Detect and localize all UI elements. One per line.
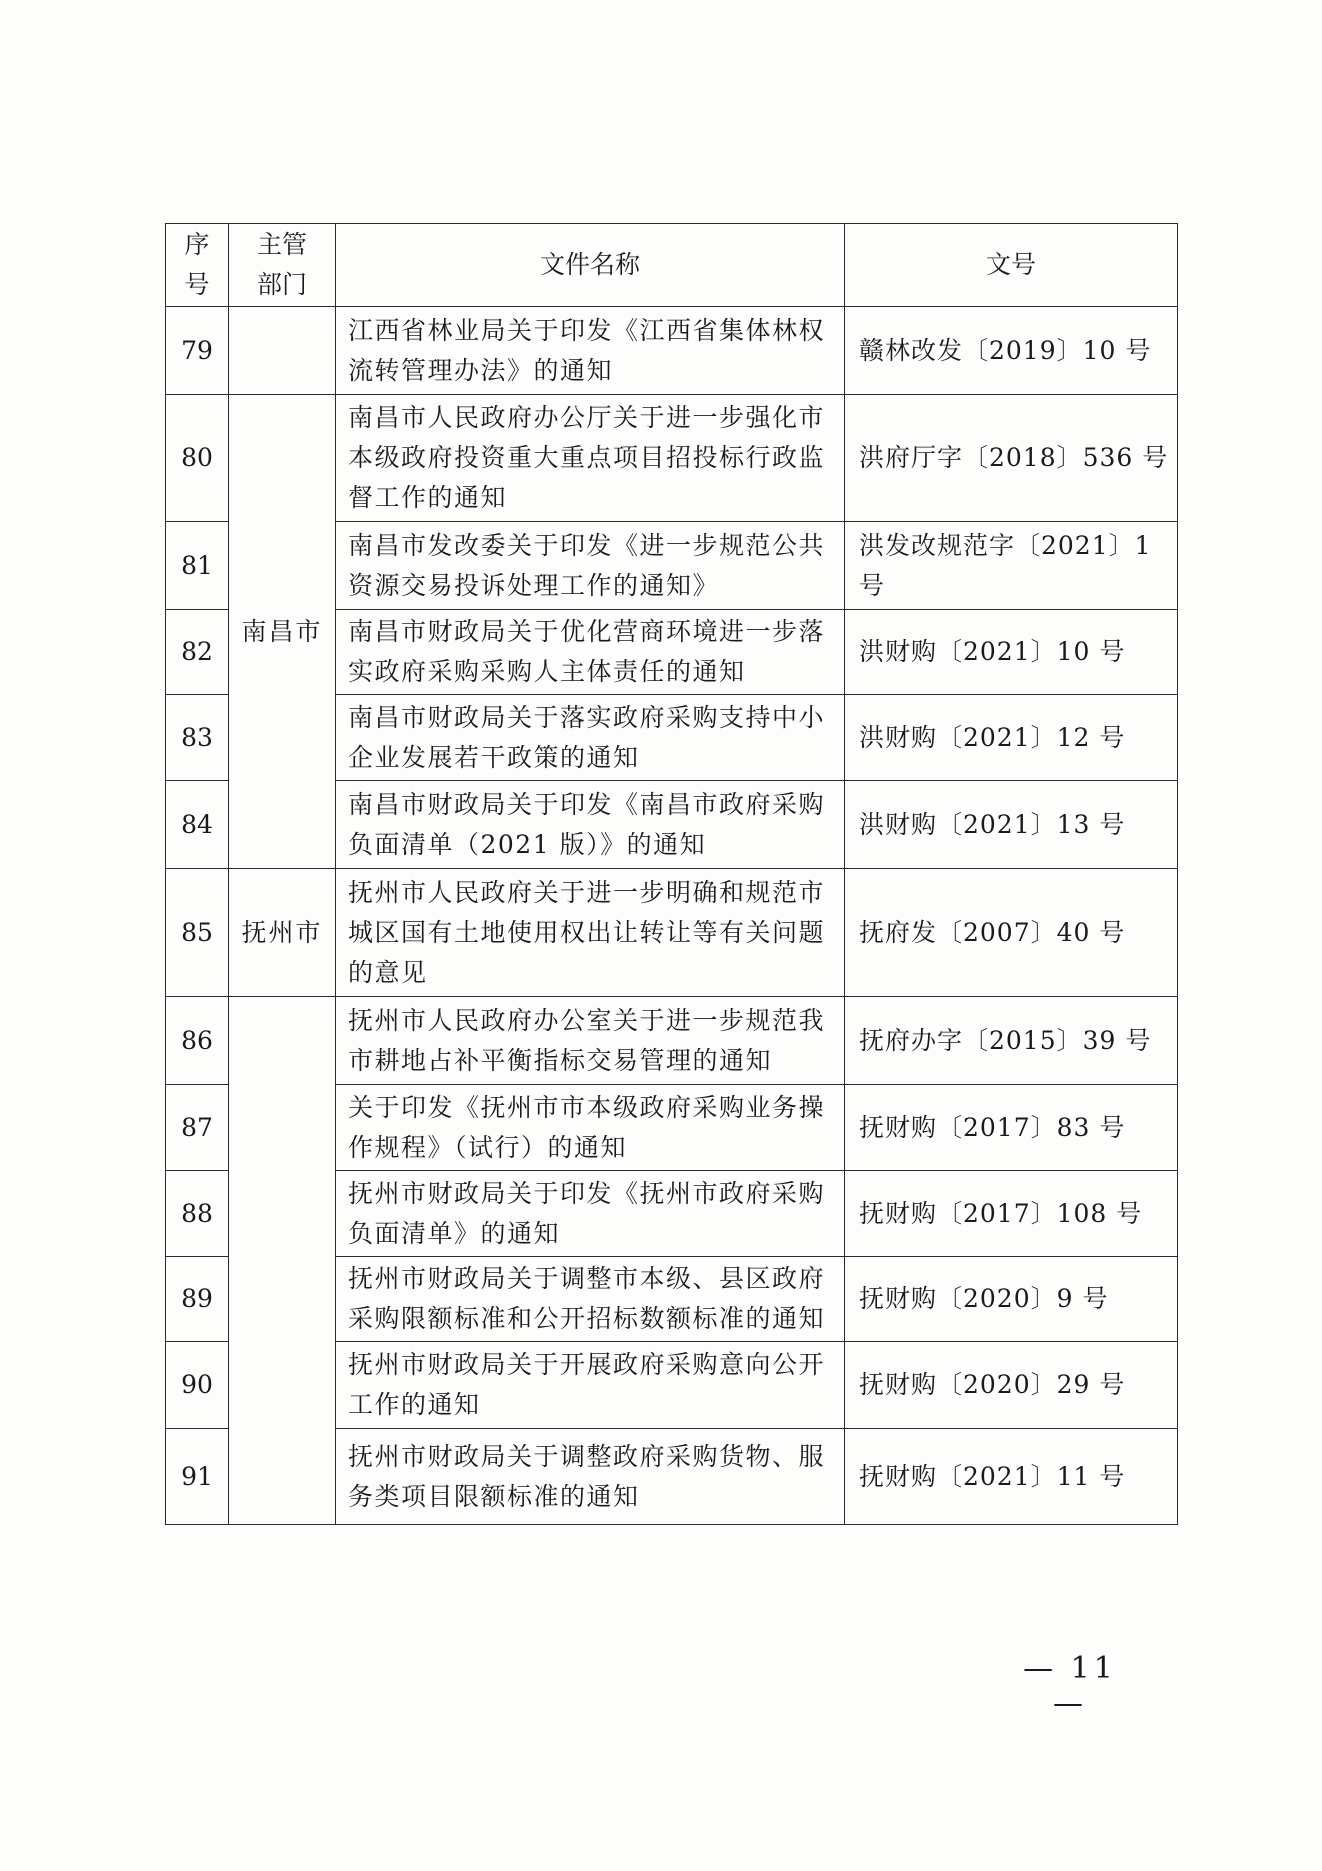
header-dept-line-1: 主管 (256, 230, 307, 259)
document-list-table (165, 223, 1178, 1525)
row-doc-number: 抚财购〔2017〕108 号 (845, 1171, 1178, 1257)
row-file-name: 江西省林业局关于印发《江西省集体林权流转管理办法》的通知 (336, 307, 845, 395)
row-doc-number: 洪财购〔2021〕13 号 (845, 781, 1178, 869)
row-doc-number: 抚府办字〔2015〕39 号 (845, 997, 1178, 1085)
row-doc-number: 抚财购〔2020〕9 号 (845, 1257, 1178, 1342)
dept-cell-fuzhou: 抚州市 (229, 869, 336, 997)
row-file-name: 南昌市发改委关于印发《进一步规范公共资源交易投诉处理工作的通知》 (336, 522, 845, 610)
row-seq: 89 (166, 1257, 229, 1342)
row-doc-number: 赣林改发〔2019〕10 号 (845, 307, 1178, 395)
header-seq-line-1: 序 (184, 230, 210, 259)
row-file-name: 抚州市人民政府关于进一步明确和规范市城区国有土地使用权出让转让等有关问题的意见 (336, 869, 845, 997)
row-doc-number: 抚财购〔2020〕29 号 (845, 1342, 1178, 1429)
row-file-name: 抚州市财政局关于印发《抚州市政府采购负面清单》的通知 (336, 1171, 845, 1257)
header-dept-line-2: 部门 (256, 270, 307, 299)
row-dept-empty (229, 307, 336, 395)
page-number: — 11 — (1023, 1651, 1117, 1721)
row-doc-number: 洪财购〔2021〕12 号 (845, 695, 1178, 781)
dept-cell-fuzhou-continued (229, 997, 336, 1525)
header-file-name: 文件名称 (336, 224, 845, 307)
header-seq (166, 224, 229, 307)
table-row (166, 307, 1178, 395)
row-seq: 91 (166, 1429, 229, 1525)
row-doc-number: 洪财购〔2021〕10 号 (845, 610, 1178, 695)
row-file-name: 抚州市财政局关于开展政府采购意向公开工作的通知 (336, 1342, 845, 1429)
row-file-name: 抚州市财政局关于调整市本级、县区政府采购限额标准和公开招标数额标准的通知 (336, 1257, 845, 1342)
row-seq: 81 (166, 522, 229, 610)
header-dept (229, 224, 336, 307)
row-file-name: 南昌市人民政府办公厅关于进一步强化市本级政府投资重大重点项目招投标行政监督工作的通知 (336, 395, 845, 522)
row-doc-number: 洪发改规范字〔2021〕1 号 (845, 522, 1178, 610)
row-seq: 79 (166, 307, 229, 395)
header-seq-line-2: 号 (184, 270, 210, 299)
table-row (166, 395, 1178, 522)
row-seq: 90 (166, 1342, 229, 1429)
row-doc-number: 抚财购〔2017〕83 号 (845, 1085, 1178, 1171)
table-row (166, 869, 1178, 997)
row-seq: 85 (166, 869, 229, 997)
row-seq: 80 (166, 395, 229, 522)
row-seq: 87 (166, 1085, 229, 1171)
row-doc-number: 抚府发〔2007〕40 号 (845, 869, 1178, 997)
table-header-row (166, 224, 1178, 307)
row-doc-number: 洪府厅字〔2018〕536 号 (845, 395, 1178, 522)
row-seq: 86 (166, 997, 229, 1085)
table-row (166, 997, 1178, 1085)
header-doc-number: 文号 (845, 224, 1178, 307)
row-seq: 82 (166, 610, 229, 695)
row-seq: 84 (166, 781, 229, 869)
row-file-name: 关于印发《抚州市市本级政府采购业务操作规程》（试行）的通知 (336, 1085, 845, 1171)
row-seq: 88 (166, 1171, 229, 1257)
row-file-name: 抚州市人民政府办公室关于进一步规范我市耕地占补平衡指标交易管理的通知 (336, 997, 845, 1085)
row-seq: 83 (166, 695, 229, 781)
row-file-name: 南昌市财政局关于印发《南昌市政府采购负面清单（2021 版）》的通知 (336, 781, 845, 869)
row-doc-number: 抚财购〔2021〕11 号 (845, 1429, 1178, 1525)
dept-cell-nanchang: 南昌市 (229, 395, 336, 869)
row-file-name: 抚州市财政局关于调整政府采购货物、服务类项目限额标准的通知 (336, 1429, 845, 1525)
row-file-name: 南昌市财政局关于落实政府采购支持中小企业发展若干政策的通知 (336, 695, 845, 781)
row-file-name: 南昌市财政局关于优化营商环境进一步落实政府采购采购人主体责任的通知 (336, 610, 845, 695)
